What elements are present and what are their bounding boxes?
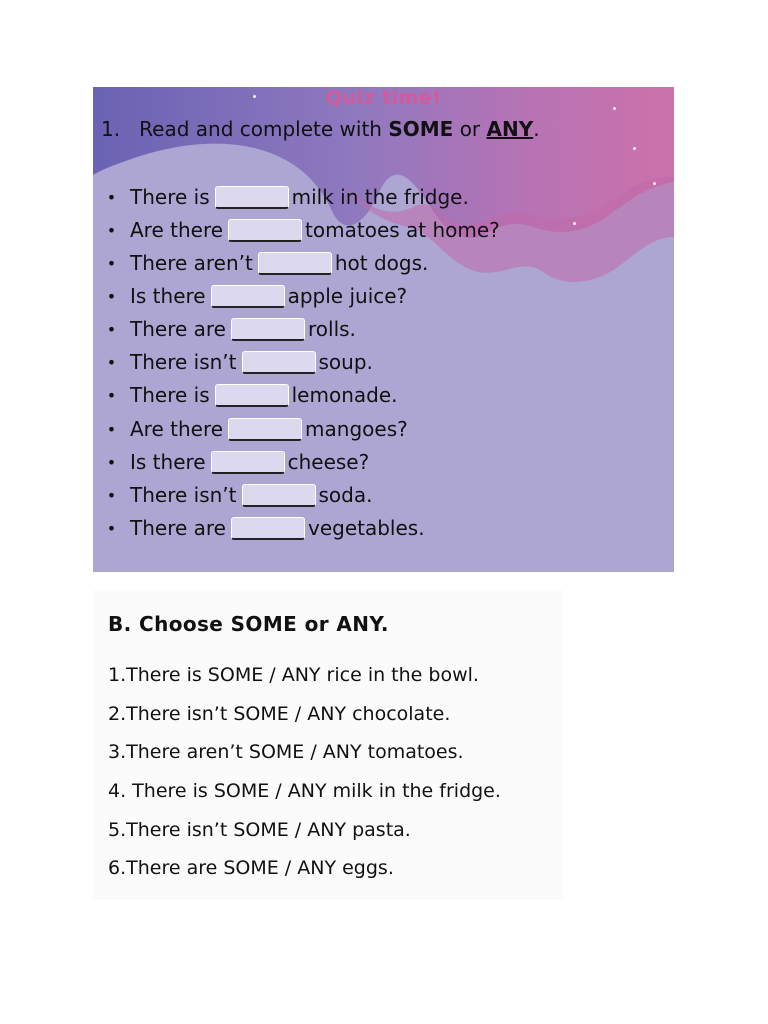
item-before: Is there [130,450,206,474]
item-before: Are there [130,417,224,441]
item-after: rolls. [308,317,356,341]
answer-blank[interactable] [211,451,285,474]
star-decoration [573,222,576,225]
list-item [93,380,398,410]
item-after: soda. [318,483,373,507]
item-before: Is there [130,284,206,308]
item-after: mangoes? [305,417,408,441]
list-item [93,248,428,278]
item-before: Are there [130,218,224,242]
list-item: 6.There are SOME / ANY eggs. [108,857,394,879]
instruction-some: SOME [388,117,454,141]
quiz-panel [93,87,674,572]
answer-blank[interactable] [231,517,305,540]
list-item [93,513,425,543]
quiz-title: Quiz time! [325,87,442,109]
instruction [101,117,540,141]
bullet: • [106,485,117,505]
answer-blank[interactable] [228,418,302,441]
item-before: There aren’t [130,251,253,275]
item-after: tomatoes at home? [305,218,500,242]
list-item: 4. There is SOME / ANY milk in the fridge. [108,780,501,802]
item-before: There isn’t [130,483,237,507]
item-before: There is [130,383,210,407]
bullet: • [106,187,117,207]
instruction-any: ANY [486,117,534,141]
list-item [93,182,469,212]
list-item: 3.There aren’t SOME / ANY tomatoes. [108,741,464,763]
list-item [93,281,407,311]
list-item [93,480,372,510]
list-item [93,314,356,344]
item-after: soup. [318,350,373,374]
instruction-number: 1. [101,117,121,141]
answer-blank[interactable] [258,252,332,275]
item-after: lemonade. [291,383,398,407]
item-before: There is [130,185,210,209]
answer-blank[interactable] [242,484,316,507]
list-item: 5.There isn’t SOME / ANY pasta. [108,819,411,841]
list-item [93,215,500,245]
bullet: • [106,220,117,240]
instruction-end: . [533,117,540,141]
answer-blank[interactable] [231,318,305,341]
part-b-section [93,590,563,900]
bullet: • [106,518,117,538]
bullet: • [106,419,117,439]
instruction-prefix: Read and complete with [139,117,382,141]
list-item [93,447,369,477]
list-item: 2.There isn’t SOME / ANY chocolate. [108,703,451,725]
item-after: apple juice? [287,284,408,308]
answer-blank[interactable] [211,285,285,308]
part-b-title: B. Choose SOME or ANY. [108,612,389,636]
bullet: • [106,319,117,339]
bullet: • [106,385,117,405]
star-decoration [653,182,656,185]
item-after: milk in the fridge. [291,185,469,209]
item-before: There are [130,317,226,341]
bullet: • [106,286,117,306]
item-before: There isn’t [130,350,237,374]
bullet: • [106,352,117,372]
item-before: There are [130,516,226,540]
bullet: • [106,253,117,273]
answer-blank[interactable] [228,219,302,242]
item-after: hot dogs. [334,251,429,275]
item-after: vegetables. [308,516,425,540]
bullet: • [106,452,117,472]
instruction-or: or [459,117,481,141]
list-item: 1.There is SOME / ANY rice in the bowl. [108,664,479,686]
star-decoration [633,147,636,150]
list-item [93,414,408,444]
answer-blank[interactable] [215,384,289,407]
list-item [93,347,373,377]
answer-blank[interactable] [215,186,289,209]
item-after: cheese? [287,450,370,474]
answer-blank[interactable] [242,351,316,374]
